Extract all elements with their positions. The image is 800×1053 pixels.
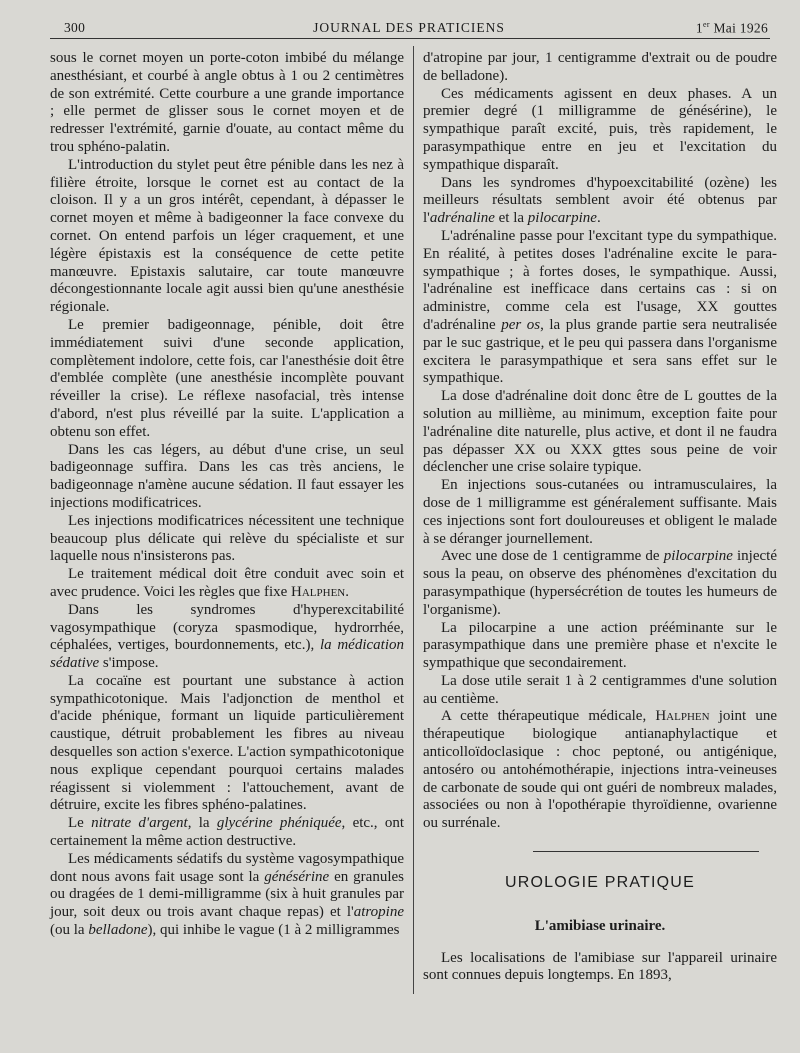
paragraph: sous le cornet moyen un porte-coton imbibé du mélange anesthésiant, et courbé à angle obtus à 1 ou 2 centimètres de son extrémité. Cette courbure a une grande importance ; elle permet de glisser sous le cornet moyen et de redresser l'extrémité, garnie d'ouate, au contact même du trou sphéno-palatin. <box>50 50 404 155</box>
issue-date: 1er Mai 1926 <box>695 20 768 36</box>
paragraph: Les médicaments sédatifs du système vagosympathique dont nous avons fait usage sont la génésérine en granules ou dragées de 1 demi-milligramme (six à huit granules par jour, soit deux ou trois avant chaque repas) et l'atropine (ou la belladone), qui inhibe le vague (1 à 2 milligrammes <box>50 850 404 939</box>
paragraph: d'atropine par jour, 1 centigramme d'extrait ou de poudre de belladone). <box>423 50 777 84</box>
paragraph: La pilocarpine a une action prééminante sur le parasympathique dans une première phase et n'excite le sympathique que secondairement. <box>423 619 777 672</box>
left-column <box>50 50 404 940</box>
section-title: UROLOGIE PRATIQUE <box>505 874 695 892</box>
article-title: L'amibiase urinaire. <box>534 917 666 934</box>
paragraph: Le premier badigeonnage, pénible, doit être immédiatement suivi d'une seconde application, complètement indolore, cette fois, car l'anesthésie doit être d'emblée complète (une anesthésie incomplète pouvant réveiller la crise). Le réflexe nasofacial, très intense d'abord, n'est plus réveillé par la suite. L'application a obtenu son effet. <box>50 316 404 440</box>
right-column <box>423 50 777 985</box>
paragraph: L'adrénaline passe pour l'excitant type du sympathique. En réalité, à petites doses l'adrénaline excite le para-sympathique ; à fortes doses, le sympathique. Aussi, l'adrénaline est inefficace dans certains cas : si on administre, comme cela est l'usage, XX gouttes d'adrénaline per os, la plus grande partie sera neutralisée par le suc gastrique, et le peu qui passera dans l'organisme excitera le parasympathique et sera sans effet sur le sympathique. <box>423 227 777 387</box>
paragraph: Les injections modificatrices nécessitent une technique beaucoup plus délicate qui relève du spécialiste et sur laquelle nous n'insisterons pas. <box>50 512 404 565</box>
author-name: Halphen <box>655 708 710 725</box>
page-number: 300 <box>64 20 86 35</box>
running-header <box>50 14 768 36</box>
paragraph: La dose utile serait 1 à 2 centigrammes d'une solution au centième. <box>423 672 777 707</box>
paragraph: Avec une dose de 1 centigramme de pilocarpine injecté sous la peau, on observe des phénomènes d'excitation du parasympathique (hypersécrétion de toutes les humeurs de l'organisme). <box>423 548 777 618</box>
header-rule <box>50 38 770 39</box>
paragraph: Dans les syndromes d'hyperexcitabilité vagosympathique (coryza spasmodique, hydrorrhée, céphalées, vertiges, bourdonnements, etc.), la médication sédative s'impose. <box>50 601 404 672</box>
paragraph: Le nitrate d'argent, la glycérine phéniquée, etc., ont certainement la même action destructive. <box>50 815 404 850</box>
journal-title: JOURNAL DES PRATICIENS <box>313 20 505 35</box>
paragraph: Les localisations de l'amibiase sur l'appareil urinaire sont connues depuis longtemps. En 1893, <box>423 949 777 984</box>
paragraph: La dose d'adrénaline doit donc être de L gouttes de la solution au millième, au minimum, exception faite pour l'adrénaline dite naturelle, plus active, et dont il ne faudra pas dépasser XX ou XXX gttes sous peine de voir déclencher une crise solaire typique. <box>423 388 777 476</box>
paragraph: Ces médicaments agissent en deux phases. A un premier degré (1 milligramme de génésérine), le sympathique paraît excité, puis, très rapidement, le parasympathique entre en jeu et l'excitation du sympathique disparaît. <box>423 85 777 173</box>
column-divider <box>413 46 414 994</box>
author-name: Halphen <box>291 583 346 600</box>
section-rule <box>533 851 759 852</box>
paragraph: Dans les cas légers, au début d'une crise, un seul badigeonnage suffira. Dans les cas très anciens, le badigeonnage n'amène aucune sédation. Il faut essayer les injections modificatrices. <box>50 441 404 511</box>
paragraph: En injections sous-cutanées ou intramusculaires, la dose de 1 milligramme est généralement suffisante. Mais ces injections sont fort douloureuses et obligent le malade à se déranger journellement. <box>423 477 777 547</box>
paragraph: A cette thérapeutique médicale, Halphen joint une thérapeutique biologique antianaphylactique et anticolloïdoclasique : choc peptoné, ou antigénique, antoséro ou antohémothérapie, injections intra-veineuses de carbonate de soude qui ont guéri de nombreux malades, associées ou non à l'opothérapie thyroïdienne, ovarienne ou surrénale. <box>423 708 777 832</box>
paragraph: Le traitement médical doit être conduit avec soin et avec prudence. Voici les règles que fixe Halphen. <box>50 566 404 600</box>
paragraph: L'introduction du stylet peut être pénible dans les nez à filière étroite, lorsque le cornet est au contact de la cloison. Il y a un gros intérêt, cependant, à dépasser le cornet moyen et même à badigeonner la face convexe du cornet. On entend parfois un léger craquement, et une légère épistaxis est la conséquence de cette petite manœuvre. Epistaxis salutaire, car toute manœuvre décongestionnante locale agit aussi bien qu'une anesthésie régionale. <box>50 156 404 316</box>
paragraph: La cocaïne est pourtant une substance à action sympathicotonique. Mais l'adjonction de menthol et d'acide phénique, formant un liquide particulièrement caustique, détruit probablement les fibres au niveau desquelles son action s'exerce. L'action sympathicotonique nous explique cependant pourquoi certains malades réagissent si violemment : l'attouchement, avant de détruire, excite les fibres sphéno-palatines. <box>50 672 404 814</box>
paragraph: Dans les syndromes d'hypoexcitabilité (ozène) les meilleurs résultats semblent avoir été obtenus par l'adrénaline et la pilocarpine. <box>423 174 777 227</box>
